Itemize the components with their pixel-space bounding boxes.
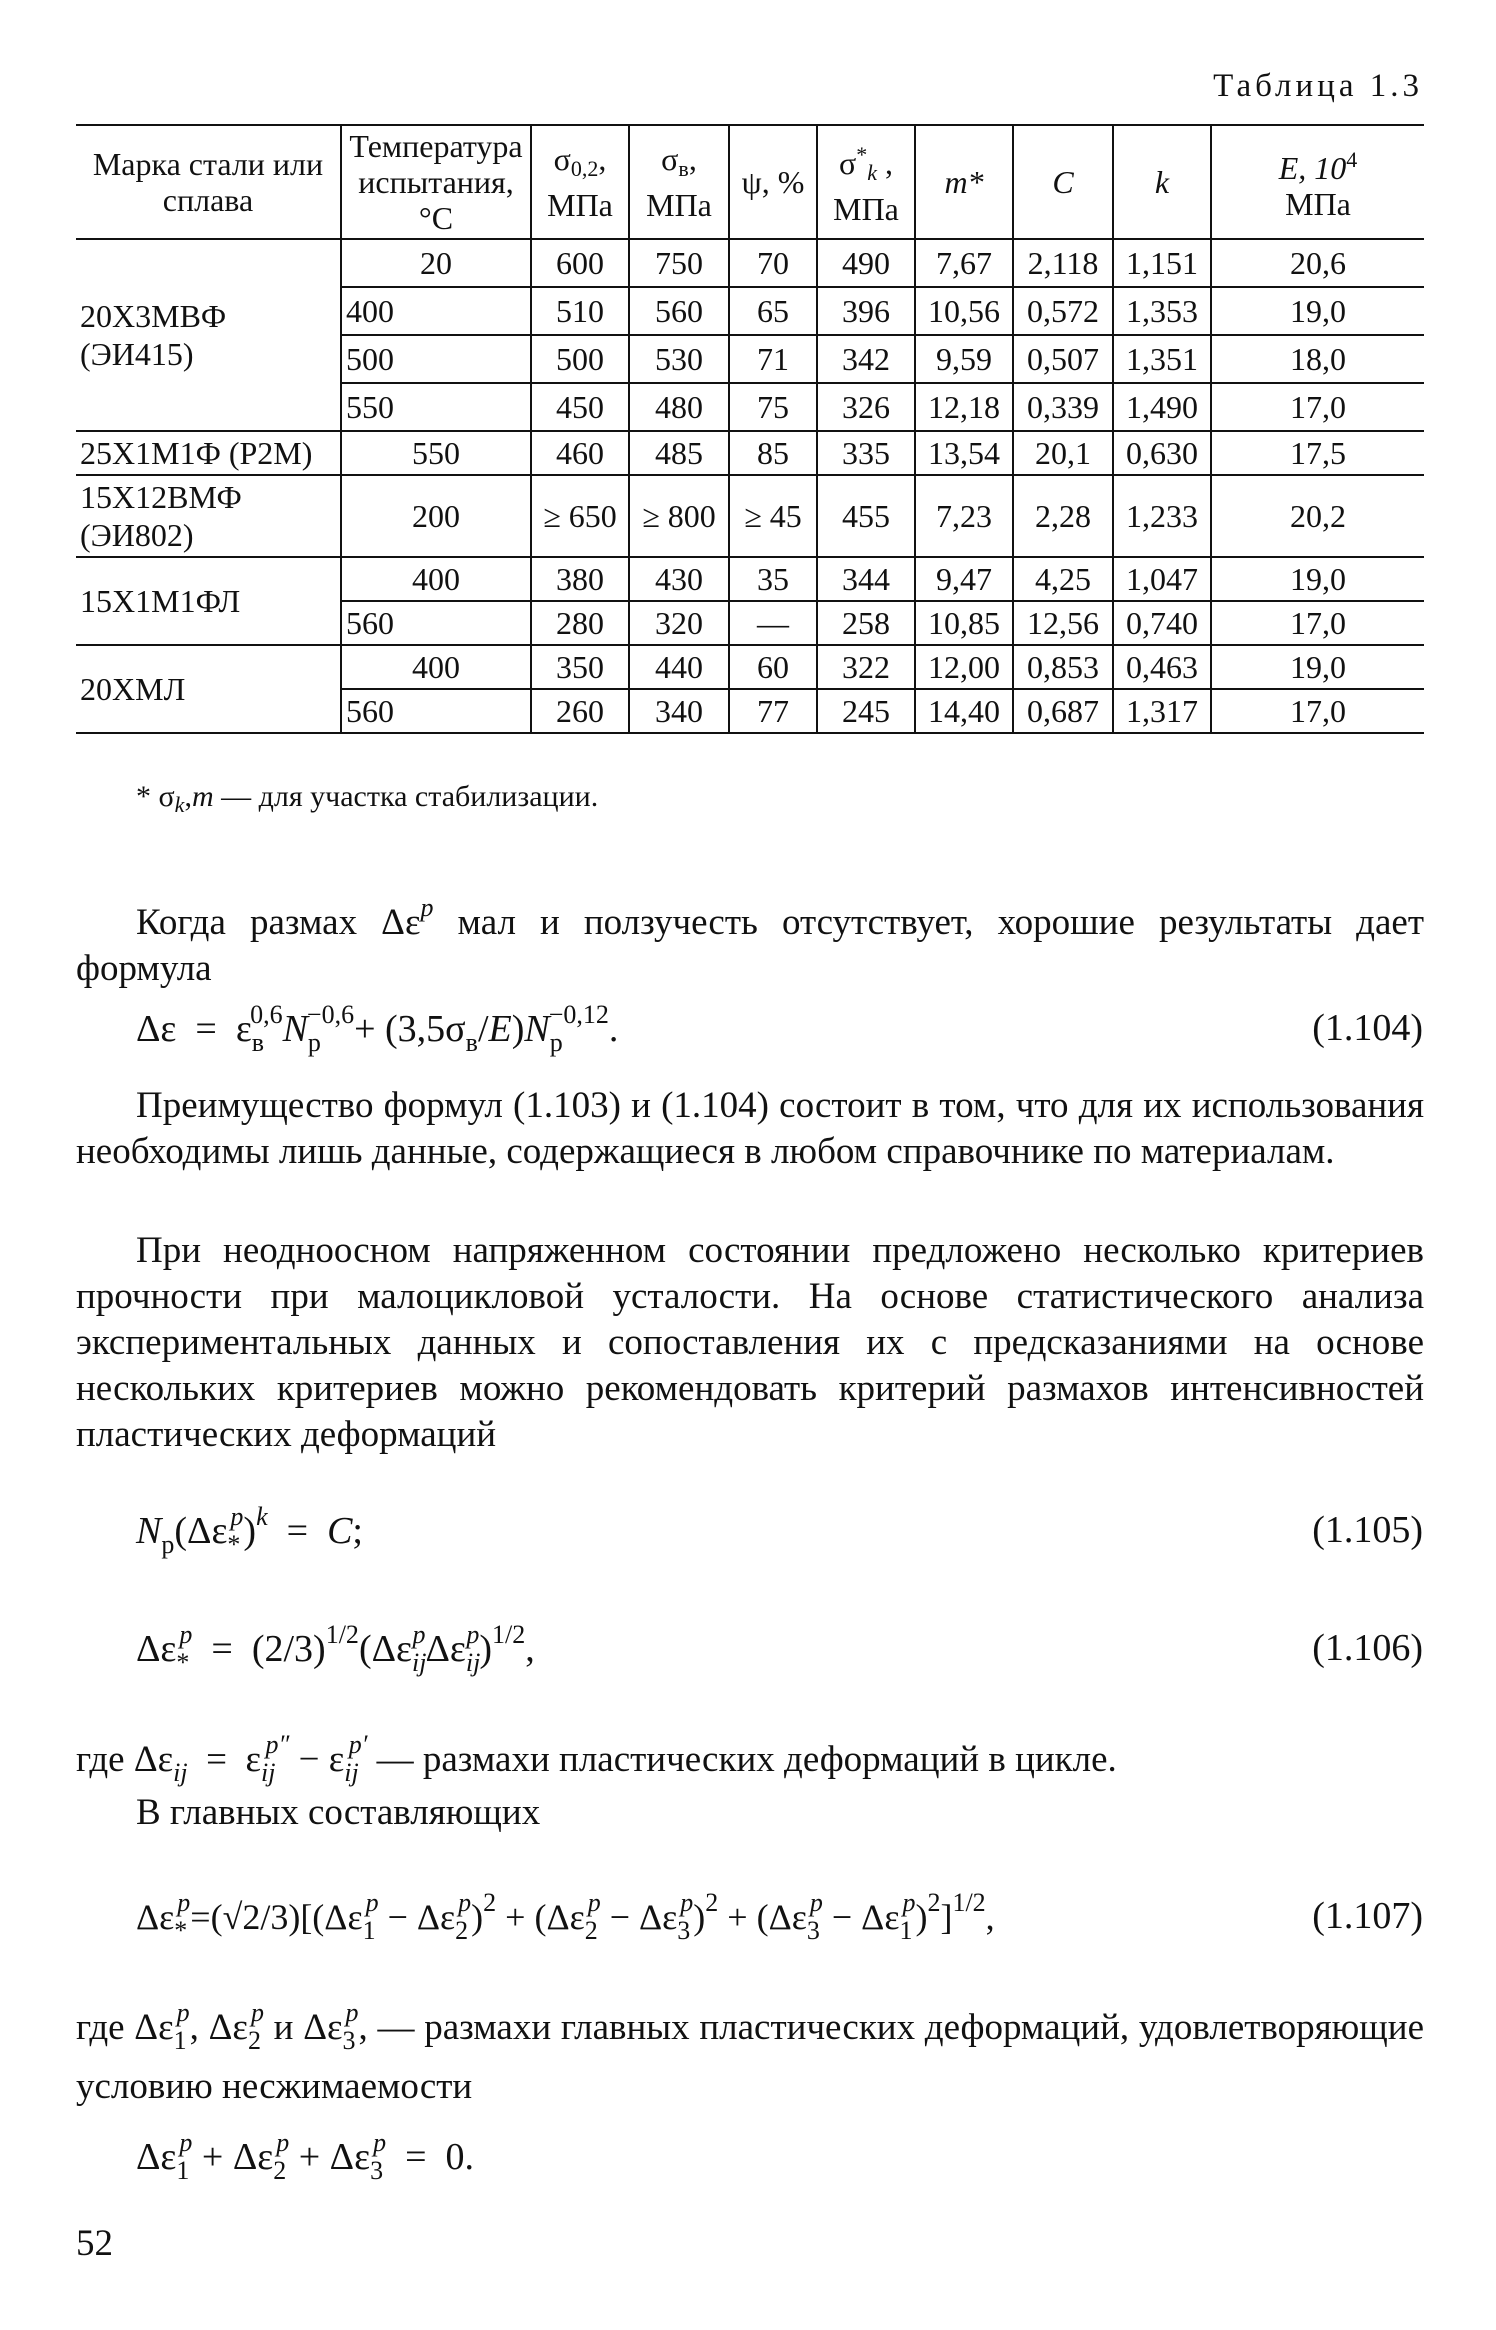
table-cell: 560 (629, 287, 729, 335)
table-cell: 480 (629, 383, 729, 431)
header-e-sup: 4 (1346, 147, 1358, 172)
table-cell: 17,5 (1211, 431, 1424, 475)
header-sigmab-sub: в (678, 156, 689, 181)
table-cell: 320 (629, 601, 729, 645)
footnote-star: * (136, 780, 151, 813)
table-cell: 510 (531, 287, 629, 335)
table-cell: 335 (817, 431, 915, 475)
table-cell: 258 (817, 601, 915, 645)
table-cell: 260 (531, 689, 629, 733)
table-group-4 (76, 645, 1424, 733)
table-group-3 (76, 557, 1424, 645)
table-header-row (76, 125, 1424, 239)
table-cell: 17,0 (1211, 383, 1424, 431)
table-cell: 500 (341, 335, 531, 383)
header-sigmab: $\sigma_в$, МПа (629, 125, 729, 239)
table-cell: 10,85 (915, 601, 1013, 645)
header-sigma02-unit: МПа (547, 187, 613, 223)
table-cell: 460 (531, 431, 629, 475)
table-cell: 500 (531, 335, 629, 383)
table-cell: 344 (817, 557, 915, 601)
table-cell: 14,40 (915, 689, 1013, 733)
table-cell: 322 (817, 645, 915, 689)
table-cell: 440 (629, 645, 729, 689)
header-e-symbol: E, 10 (1278, 150, 1347, 186)
table-cell: 0,630 (1113, 431, 1211, 475)
table-group-0 (76, 239, 1424, 431)
header-m: m* (915, 125, 1013, 239)
table-cell: 1,151 (1113, 239, 1211, 287)
table-cell: 0,572 (1013, 287, 1113, 335)
header-sigmab-symbol: σ (661, 141, 679, 177)
equation-incompressibility: $\Delta\varepsilon_1^p + \Delta\varepsilon_2^p + \Delta\varepsilon_3^p = 0$. (136, 2128, 474, 2185)
equation-1-104-number: (1.104) (1312, 1007, 1423, 1049)
paragraph-1: Когда размах $\Delta\varepsilon^p$ мал и ползучесть отсутствует, хорошие результаты дает формула (76, 893, 1424, 989)
table-cell: 0,853 (1013, 645, 1113, 689)
table-cell: 1,047 (1113, 557, 1211, 601)
table-row (76, 239, 1424, 287)
header-temperature: Температура испытания, °С (341, 125, 531, 239)
grade-line: (ЭИ802) (80, 517, 194, 553)
table-cell: 65 (729, 287, 817, 335)
table-cell: 0,463 (1113, 645, 1211, 689)
table-cell: 550 (341, 383, 531, 431)
table-cell: 280 (531, 601, 629, 645)
table-cell: 18,0 (1211, 335, 1424, 383)
table-row (76, 475, 1424, 557)
table-cell: 20 (341, 239, 531, 287)
table-cell: 400 (341, 645, 531, 689)
table-cell: 20,2 (1211, 475, 1424, 557)
grade-line: 15Х1М1ФЛ (80, 583, 241, 619)
table-cell: 9,47 (915, 557, 1013, 601)
paragraph-2 (76, 1083, 1424, 1175)
header-sigmak-unit: МПа (833, 191, 899, 227)
table-cell: 340 (629, 689, 729, 733)
header-sigmab-unit: МПа (646, 187, 712, 223)
table-cell: 2,118 (1013, 239, 1113, 287)
table-cell: 550 (341, 431, 531, 475)
table-cell: 12,18 (915, 383, 1013, 431)
table-footnote: * $\sigma_k,m$ — для участка стабилизации. (136, 780, 599, 817)
table-cell: 71 (729, 335, 817, 383)
table-cell: 9,59 (915, 335, 1013, 383)
material-properties-table (76, 124, 1424, 734)
table-row (76, 431, 1424, 475)
grade-cell (76, 645, 341, 733)
table-cell: 17,0 (1211, 601, 1424, 645)
equation-1-105-number: (1.105) (1312, 1509, 1423, 1551)
table-cell: 70 (729, 239, 817, 287)
paragraph-3-text: При неодноосном напряженном состоянии предложено несколько критериев прочности при малоцикловой усталости. На основе статистического анализа экспериментальных данных и сопоставления их с предсказаниями на основе нескольких критериев можно рекомендовать критерий размахов интенсивностей пластических деформаций (76, 1230, 1424, 1455)
table-cell: — (729, 601, 817, 645)
table-row (76, 645, 1424, 689)
table-cell: 7,23 (915, 475, 1013, 557)
table-cell: 0,687 (1013, 689, 1113, 733)
table-cell: 400 (341, 287, 531, 335)
table-row (76, 557, 1424, 601)
table-cell: 490 (817, 239, 915, 287)
header-e-unit: МПа (1285, 186, 1351, 222)
header-sigma02-symbol: σ (553, 141, 571, 177)
table-cell: 1,351 (1113, 335, 1211, 383)
table-cell: 12,56 (1013, 601, 1113, 645)
table-cell: 85 (729, 431, 817, 475)
paragraph-2-text: Преимущество формул (1.103) и (1.104) состоит в том, что для их использования необходимы лишь данные, содержащиеся в любом справочнике по материалам. (76, 1085, 1424, 1172)
header-grade: Марка стали или сплава (76, 125, 341, 239)
grade-cell (76, 239, 341, 431)
header-k: k (1113, 125, 1211, 239)
paragraph-3 (76, 1228, 1424, 1458)
table-cell: 0,740 (1113, 601, 1211, 645)
header-sigmak: $\sigma^*_k$ , МПа (817, 125, 915, 239)
table-cell: 20,6 (1211, 239, 1424, 287)
grade-line: 20Х3МВФ (80, 298, 227, 334)
table-cell: 75 (729, 383, 817, 431)
table-cell: 0,339 (1013, 383, 1113, 431)
table-cell: 750 (629, 239, 729, 287)
table-cell: 2,28 (1013, 475, 1113, 557)
equation-1-107: $\Delta\varepsilon_*^p=(√2/3)[(\Delta\varepsilon_1^p - \Delta\varepsilon_2^p)^2 + (\Delta\varepsilon_2^p - \Delta\varepsilon_3^p)^2 + (\Delta\varepsilon_3^p - \Delta\varepsilon_1^p)^2]^{1/2}$, (136, 1888, 995, 1945)
table-cell: 17,0 (1211, 689, 1424, 733)
header-c: C (1013, 125, 1113, 239)
grade-cell (76, 475, 341, 557)
grade-line: 15Х12ВМФ (80, 479, 242, 515)
header-sigma02: $\sigma_{0,2}$, МПа (531, 125, 629, 239)
table-cell: 20,1 (1013, 431, 1113, 475)
header-sigma02-sub: 0,2 (570, 156, 599, 181)
paragraph-5-text: В главных составляющих (136, 1792, 541, 1833)
table-cell: 245 (817, 689, 915, 733)
table-cell: ≥ 800 (629, 475, 729, 557)
table-cell: 400 (341, 557, 531, 601)
table-cell: 560 (341, 601, 531, 645)
table-cell: 10,56 (915, 287, 1013, 335)
paragraph-4: где $\Delta\varepsilon_{ij} = \varepsilon_{ij}^{p''} - \varepsilon_{ij}^{p'}$ — размахи пластических деформаций в цикле. (76, 1730, 1117, 1787)
table-cell: 560 (341, 689, 531, 733)
grade-cell (76, 431, 341, 475)
table-caption: Таблица 1.3 (1213, 68, 1423, 104)
table-cell: 530 (629, 335, 729, 383)
grade-line: 25Х1М1Ф (Р2М) (80, 435, 313, 471)
table-cell: 4,25 (1013, 557, 1113, 601)
table-cell: 12,00 (915, 645, 1013, 689)
table-cell: 430 (629, 557, 729, 601)
table-cell: 1,490 (1113, 383, 1211, 431)
table-cell: 19,0 (1211, 557, 1424, 601)
header-e (1211, 125, 1424, 239)
table-cell: 485 (629, 431, 729, 475)
page-number: 52 (76, 2223, 113, 2264)
grade-line: 20ХМЛ (80, 671, 186, 707)
table-cell: 1,317 (1113, 689, 1211, 733)
table-cell: 19,0 (1211, 645, 1424, 689)
table-cell: 600 (531, 239, 629, 287)
table-cell: 342 (817, 335, 915, 383)
equation-1-107-number: (1.107) (1312, 1895, 1423, 1937)
table-cell: 0,507 (1013, 335, 1113, 383)
table-cell: 350 (531, 645, 629, 689)
table-cell: 455 (817, 475, 915, 557)
grade-line: (ЭИ415) (80, 336, 194, 372)
header-sigmak-sub: k (867, 160, 877, 185)
table-cell: 380 (531, 557, 629, 601)
equation-1-104: $\Delta\varepsilon = \varepsilon_в^{0,6}N_р^{-0,6}+ (3,5\sigma_в/E)N_р^{-0,12}$. (136, 1000, 619, 1057)
equation-1-105: $N_р(\Delta\varepsilon_*^p)^k = C$; (136, 1502, 363, 1559)
table-cell: 13,54 (915, 431, 1013, 475)
grade-cell (76, 557, 341, 645)
equation-1-106: $\Delta\varepsilon_*^p = (2/3)^{1/2}(\Delta\varepsilon_{ij}^p\Delta\varepsilon_{ij}^p)^{1/2}$, (136, 1620, 535, 1677)
table-cell: 19,0 (1211, 287, 1424, 335)
table-cell: 77 (729, 689, 817, 733)
table-cell: 60 (729, 645, 817, 689)
table-cell: 1,233 (1113, 475, 1211, 557)
header-psi: ψ, % (729, 125, 817, 239)
table-group-2 (76, 475, 1424, 557)
table-cell: 326 (817, 383, 915, 431)
table-cell: 396 (817, 287, 915, 335)
table-cell: ≥ 45 (729, 475, 817, 557)
table-cell: 7,67 (915, 239, 1013, 287)
equation-1-106-number: (1.106) (1312, 1627, 1423, 1669)
table-cell: ≥ 650 (531, 475, 629, 557)
header-sigmak-sup: * (856, 142, 868, 167)
table-cell: 200 (341, 475, 531, 557)
paragraph-5 (76, 1790, 1424, 1836)
header-sigmak-symbol: σ (838, 145, 857, 181)
table-cell: 35 (729, 557, 817, 601)
paragraph-6: где $\Delta\varepsilon_1^p$, $\Delta\varepsilon_2^p$ и $\Delta\varepsilon_3^p$, — размахи главных пластических деформаций, удовлетворяющие условию несжимаемости (76, 1998, 1425, 2107)
table-group-1 (76, 431, 1424, 475)
table-cell: 450 (531, 383, 629, 431)
table-cell: 1,353 (1113, 287, 1211, 335)
